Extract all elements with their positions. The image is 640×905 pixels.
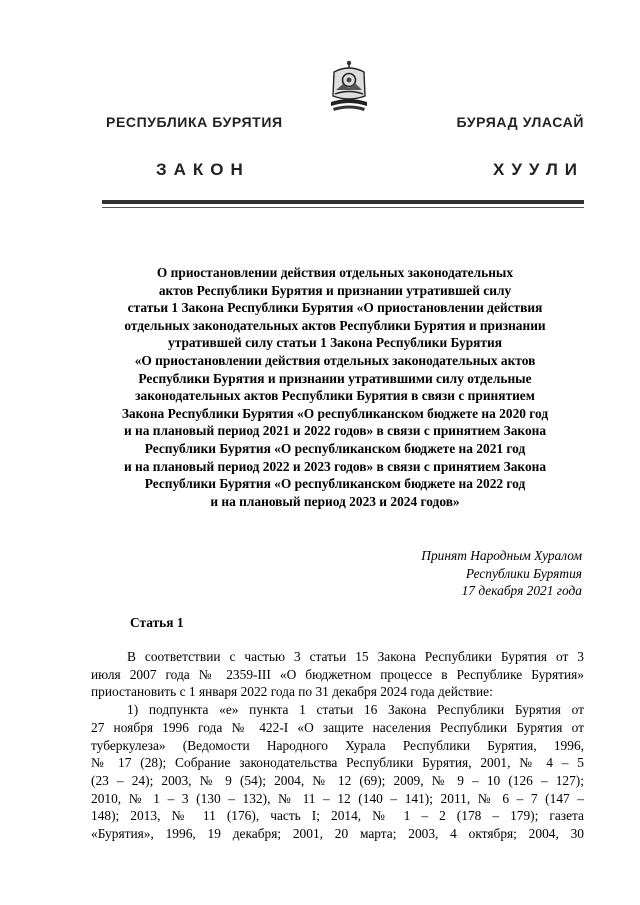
article-heading: Статья 1: [130, 615, 184, 630]
title-line: и на плановый период 2022 и 2023 годов» в связи с принятием Закона: [123, 458, 547, 474]
body-line: 1) подпункта «е» пункта 1 статьи 16 Закона Республики Бурятия от: [127, 702, 584, 718]
title-line: отдельных законодательных актов Республики Бурятия и признании: [124, 317, 546, 333]
title-line: О приостановлении действия отдельных законодательных: [156, 265, 514, 280]
title-line: и на плановый период 2021 и 2022 годов» в связи с принятием Закона: [123, 423, 547, 439]
doc-type-buryat: ХУУЛИ: [493, 160, 584, 179]
title-line: Республики Бурятия «О республиканском бюджете на 2022 год: [144, 476, 526, 492]
adoption-line: Республики Бурятия: [465, 565, 582, 581]
body-line: 27 ноября 1996 года № 422-I «О защите населения Республики Бурятия от: [91, 719, 584, 735]
doc-type-russian: ЗАКОН: [156, 160, 250, 179]
title-line: утратившей силу статьи 1 Закона Республики Бурятия: [168, 335, 502, 351]
adoption-date: 17 декабря 2021 года: [461, 583, 582, 598]
adoption-line: Принят Народным Хуралом: [421, 548, 582, 563]
adoption-note: [421, 547, 582, 600]
body-line: «Бурятия», 1996, 19 декабря; 2001, 20 марта; 2003, 4 октября; 2004, 30: [91, 826, 584, 842]
title-line: Республики Бурятия «О республиканском бюджете на 2021 год: [144, 440, 526, 456]
body-line: В соответствии с частью 3 статьи 15 Закона Республики Бурятия от 3: [127, 649, 584, 664]
title-line: и на плановый период 2023 и 2024 годов»: [210, 493, 460, 509]
title-line: статьи 1 Закона Республики Бурятия «О приостановлении действия: [127, 300, 543, 316]
header-divider-thin: [102, 207, 584, 208]
org-name-russian: РЕСПУБЛИКА БУРЯТИЯ: [106, 114, 283, 130]
body-line: 2010, № 1 – 3 (130 – 132), № 11 – 12 (140 – 141); 2011, № 6 – 7 (147 –: [91, 790, 584, 806]
body-line: 148); 2013, № 11 (176), часть I; 2014, № 1 – 2 (178 – 179); газета: [91, 808, 584, 824]
law-title: [80, 264, 590, 510]
body-line: № 17 (28); Собрание законодательства Республики Бурятия, 2001, № 4 – 5: [91, 755, 584, 771]
title-line: Республики Бурятия и признании утратившими силу отдельные: [138, 370, 532, 386]
header-divider-thick: [102, 200, 584, 204]
body-line: июля 2007 года № 2359-III «О бюджетном процессе в Республике Бурятия»: [91, 666, 584, 682]
coat-of-arms-emblem: [327, 58, 371, 118]
title-line: актов Республики Бурятия и признании утратившей силу: [158, 282, 512, 298]
body-line: приостановить с 1 января 2022 года по 31 декабря 2024 года действие:: [91, 684, 493, 700]
title-line: «О приостановлении действия отдельных законодательных актов: [134, 352, 536, 368]
article-body: [91, 648, 584, 843]
org-name-buryat: БУРЯАД УЛАСАЙ: [456, 114, 584, 130]
title-line: Закона Республики Бурятия «О республиканском бюджете на 2020 год: [121, 405, 549, 421]
title-line: законодательных актов Республики Бурятия в связи с принятием: [135, 388, 535, 404]
body-line: туберкулеза» (Ведомости Народного Хурала Республики Бурятия, 1996,: [91, 737, 584, 753]
body-line: (23 – 24); 2003, № 9 (54); 2004, № 12 (69); 2009, № 9 – 10 (126 – 127);: [91, 772, 584, 788]
